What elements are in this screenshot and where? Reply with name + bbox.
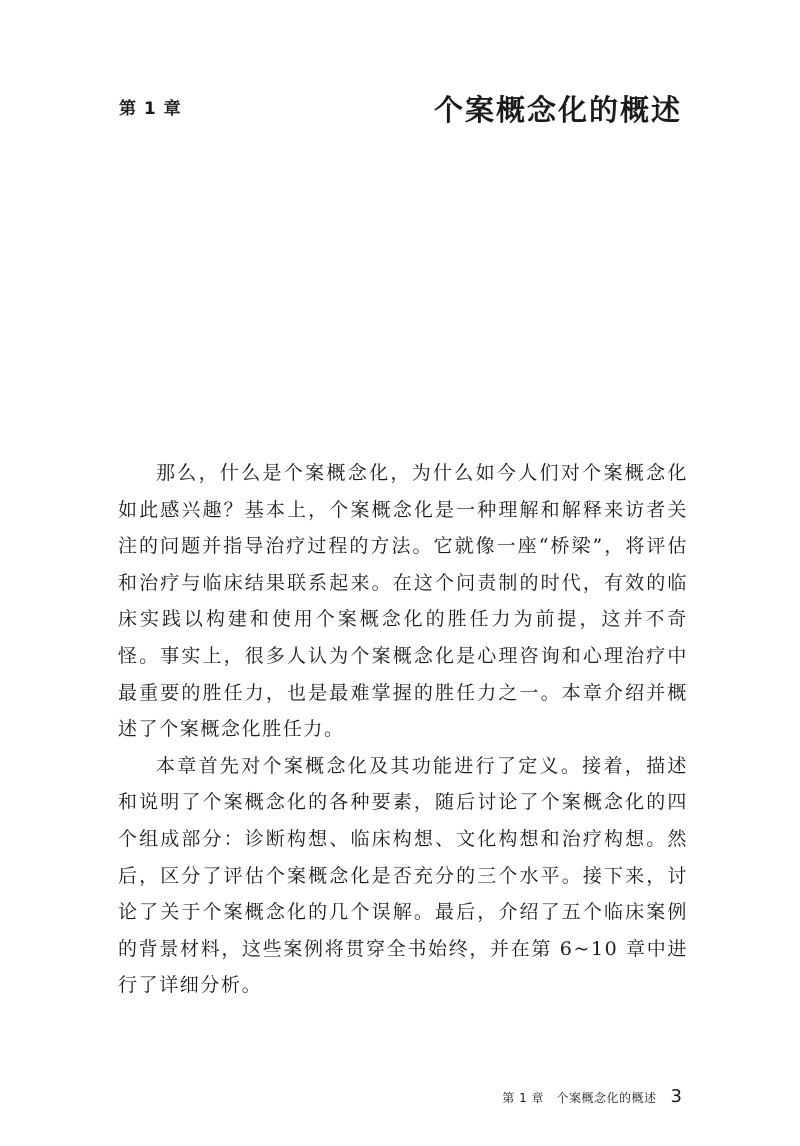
page-number: 3	[670, 1086, 682, 1107]
page-footer	[502, 1086, 682, 1107]
running-head: 第 1 章 个案概念化的概述	[502, 1091, 657, 1105]
paragraph-1: 那么，什么是个案概念化，为什么如今人们对个案概念化如此感兴趣？基本上，个案概念化是一种理解和解释来访者关注的问题并指导治疗过程的方法。它就像一座“桥梁”，将评估和治疗与临床结果联系起来。在这个问责制的时代，有效的临床实践以构建和使用个案概念化的胜任力为前提，这并不奇怪。事实上，很多人认为个案概念化是心理咨询和心理治疗中最重要的胜任力，也是最难掌握的胜任力之一。本章介绍并概述了个案概念化胜任力。	[118, 462, 688, 741]
body-text	[118, 455, 688, 1004]
paragraph-2: 本章首先对个案概念化及其功能进行了定义。接着，描述和说明了个案概念化的各种要素，随后讨论了个案概念化的四个组成部分：诊断构想、临床构想、文化构想和治疗构想。然后，区分了评估个案概念化是否充分的三个水平。接下来，讨论了关于个案概念化的几个误解。最后，介绍了五个临床案例的背景材料，这些案例将贯穿全书始终，并在第 6~10 章中进行了详细分析。	[118, 754, 688, 997]
chapter-label: 第 1 章	[119, 99, 182, 119]
chapter-title: 个案概念化的概述	[433, 93, 682, 127]
